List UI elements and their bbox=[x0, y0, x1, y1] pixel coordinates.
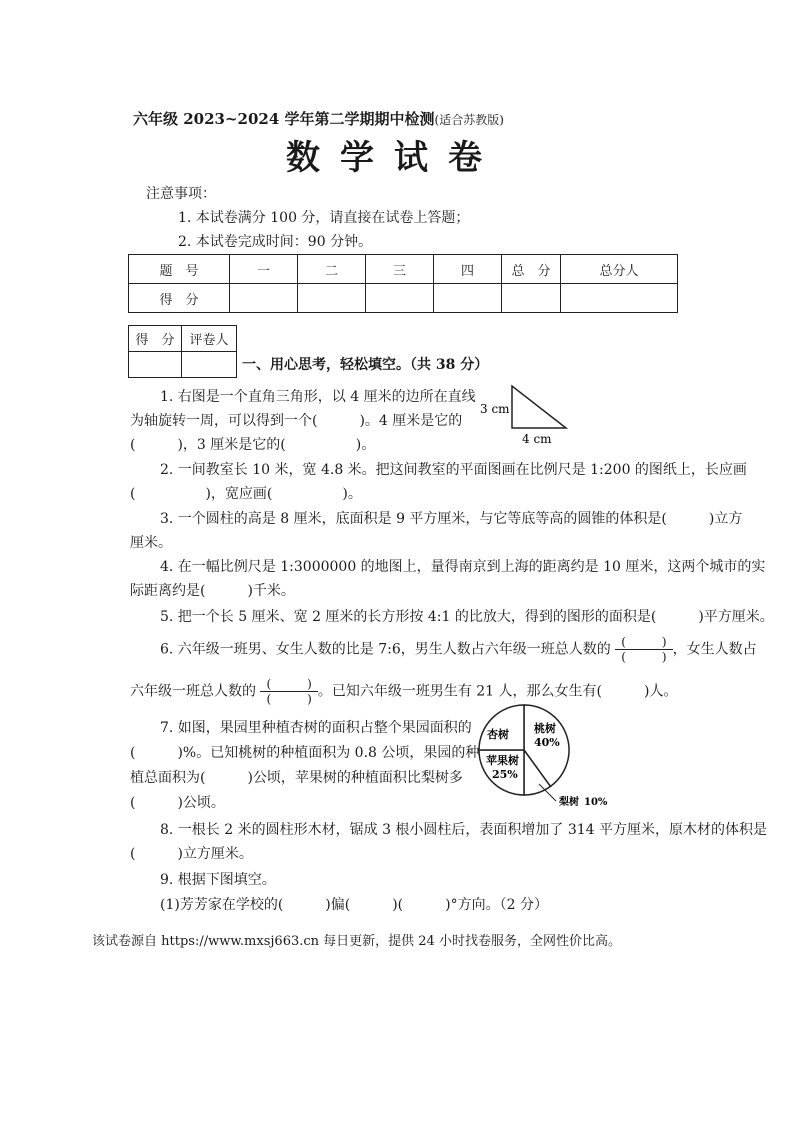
grader-score-cell[interactable] bbox=[129, 352, 182, 378]
fraction-blank[interactable] bbox=[615, 635, 672, 664]
question-1-line: ( )，3 厘米是它的( )。 bbox=[130, 437, 376, 453]
score-cell[interactable] bbox=[502, 284, 561, 313]
question-4-line: 4. 在一幅比例尺是 1:3000000 的地图上，量得南京到上海的距离约是 10 厘米，这两个城市的实 bbox=[160, 559, 766, 575]
footer-source: 该试卷源自 https://www.mxsj663.cn 每日更新，提供 24 小时找卷服务，全网性价比高。 bbox=[92, 934, 621, 949]
header-cell: 三 bbox=[366, 255, 434, 284]
question-2-line: 2. 一间教室长 10 米，宽 4.8 米。把这间教室的平面图画在比例尺是 1:200 的图纸上，长应画 bbox=[160, 462, 747, 478]
slice-label-peach: 桃树 bbox=[534, 722, 556, 735]
slice-label-apple: 苹果树 bbox=[486, 754, 519, 767]
triangle-base-label: 4 cm bbox=[522, 432, 552, 446]
fraction-denominator: ( ) bbox=[266, 692, 312, 706]
row-label: 得 分 bbox=[129, 284, 230, 313]
question-9-line: 9. 根据下图填空。 bbox=[160, 872, 276, 888]
score-table-header-row bbox=[129, 255, 678, 284]
question-7-line: ( )公顷。 bbox=[130, 795, 225, 811]
q6-text: 六年级一班总人数的 bbox=[130, 683, 256, 700]
score-cell[interactable] bbox=[298, 284, 366, 313]
score-cell[interactable] bbox=[230, 284, 298, 313]
q6-text: ，女生人数占 bbox=[672, 641, 757, 658]
section-title: 一、用心思考，轻松填空。（共 38 分） bbox=[242, 357, 489, 373]
right-triangle-figure bbox=[478, 380, 588, 446]
question-9-sub-1: (1)芳芳家在学校的( )偏( )( )°方向。（2 分） bbox=[160, 897, 548, 913]
q6-text: 6. 六年级一班男、女生人数的比是 7:6，男生人数占六年级一班总人数的 bbox=[160, 641, 611, 658]
score-cell[interactable] bbox=[561, 284, 678, 313]
triangle-shape bbox=[512, 386, 566, 428]
header-cell: 总 分 bbox=[502, 255, 561, 284]
score-table-row bbox=[129, 284, 678, 313]
notice-item: 2. 本试卷完成时间：90 分钟。 bbox=[178, 234, 373, 250]
header-cell: 一 bbox=[230, 255, 298, 284]
slice-label-apricot: 杏树 bbox=[487, 728, 509, 741]
fraction-numerator: ( ) bbox=[615, 635, 672, 650]
question-3-line: 厘米。 bbox=[130, 535, 172, 551]
header-cell: 题 号 bbox=[129, 255, 230, 284]
question-1-line: 1. 右图是一个直角三角形，以 4 厘米的边所在直线 bbox=[160, 389, 476, 405]
question-1-line: 为轴旋转一周，可以得到一个( )。4 厘米是它的 bbox=[130, 413, 463, 429]
triangle-height-label: 3 cm bbox=[480, 402, 510, 416]
grader-name-cell[interactable] bbox=[182, 352, 237, 378]
question-7-line: 植总面积为( )公顷，苹果树的种植面积比梨树多 bbox=[130, 770, 463, 786]
header-cell: 总分人 bbox=[561, 255, 678, 284]
fraction-numerator: ( ) bbox=[260, 677, 317, 692]
slice-value-peach: 40% bbox=[534, 736, 560, 749]
question-5-line: 5. 把一个长 5 厘米、宽 2 厘米的长方形按 4:1 的比放大，得到的图形的面积是( )平方厘米。 bbox=[160, 609, 774, 625]
main-title: 数学试卷 bbox=[286, 138, 502, 178]
slice-label-pear: 梨树 bbox=[559, 797, 579, 808]
fraction-denominator: ( ) bbox=[621, 650, 667, 664]
question-8-line: ( )立方厘米。 bbox=[130, 846, 253, 862]
exam-title-note: (适合苏教版) bbox=[434, 113, 504, 127]
question-6-line bbox=[160, 635, 757, 664]
exam-header bbox=[133, 108, 504, 129]
question-7-line: ( )%。已知桃树的种植面积为 0.8 公顷，果园的种 bbox=[130, 745, 480, 761]
notice-heading: 注意事项： bbox=[146, 186, 216, 202]
header-cell: 二 bbox=[298, 255, 366, 284]
question-8-line: 8. 一根长 2 米的圆柱形木材，锯成 3 根小圆柱后，表面积增加了 314 平方厘米，原木材的体积是 bbox=[160, 822, 768, 838]
question-7-line: 7. 如图，果园里种植杏树的面积占整个果园面积的 bbox=[160, 720, 472, 736]
notice-item: 1. 本试卷满分 100 分，请直接在试卷上答题； bbox=[178, 210, 470, 226]
grader-label: 评卷人 bbox=[182, 326, 237, 352]
exam-title-line: 六年级 2023~2024 学年第二学期期中检测 bbox=[133, 110, 435, 128]
score-cell[interactable] bbox=[434, 284, 502, 313]
score-table bbox=[128, 254, 678, 313]
question-3-line: 3. 一个圆柱的高是 8 厘米，底面积是 9 平方厘米，与它等底等高的圆锥的体积是( )立方 bbox=[160, 511, 743, 527]
question-2-line: ( )，宽应画( )。 bbox=[130, 486, 362, 502]
question-4-line: 际距离约是( )千米。 bbox=[130, 583, 295, 599]
slice-value-apple: 25% bbox=[492, 768, 518, 781]
header-cell: 四 bbox=[434, 255, 502, 284]
orchard-pie-chart bbox=[476, 702, 616, 810]
score-cell[interactable] bbox=[366, 284, 434, 313]
grader-table bbox=[128, 325, 237, 378]
fraction-blank[interactable] bbox=[260, 677, 317, 706]
slice-value-pear: 10% bbox=[584, 797, 608, 808]
grader-score-label: 得 分 bbox=[129, 326, 182, 352]
q6-text: 。已知六年级一班男生有 21 人，那么女生有( )人。 bbox=[317, 683, 678, 700]
